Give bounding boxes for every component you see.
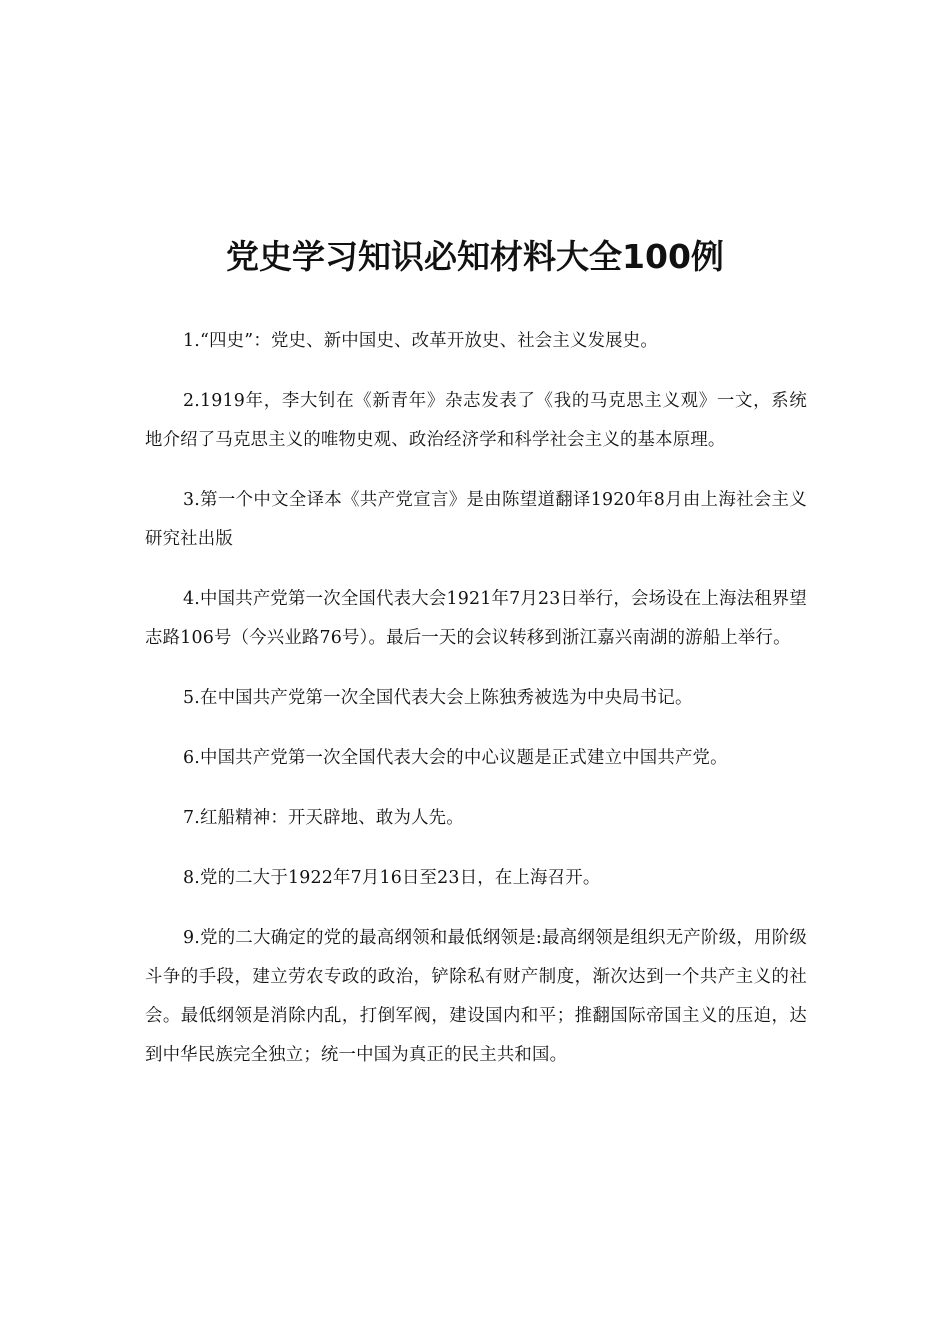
document-title: 党史学习知识必知材料大全100例 <box>226 237 724 276</box>
list-item: 9.党的二大确定的党的最高纲领和最低纲领是:最高纲领是组织无产阶级，用阶级斗争的手段，建立劳农专政的政治，铲除私有财产制度，渐次达到一个共产主义的社会。最低纲领是消除内乱，打倒军阀，建设国内和平；推翻国际帝国主义的压迫，达到中华民族完全独立；统一中国为真正的民主共和国。 <box>145 928 807 1065</box>
list-item: 6.中国共产党第一次全国代表大会的中心议题是正式建立中国共产党。 <box>183 748 728 768</box>
list-item: 2.1919年，李大钊在《新青年》杂志发表了《我的马克思主义观》一文，系统地介绍了马克思主义的唯物史观、政治经济学和科学社会主义的基本原理。 <box>145 391 807 450</box>
list-item: 4.中国共产党第一次全国代表大会1921年7月23日举行，会场设在上海法租界望志路106号（今兴业路76号）。最后一天的会议转移到浙江嘉兴南湖的游船上举行。 <box>145 589 807 648</box>
list-item: 7.红船精神：开天辟地、敢为人先。 <box>183 808 464 828</box>
document-body <box>145 322 807 1096</box>
list-item: 1.“四史”：党史、新中国史、改革开放史、社会主义发展史。 <box>183 331 658 351</box>
list-item: 8.党的二大于1922年7月16日至23日，在上海召开。 <box>183 868 601 888</box>
list-item: 3.第一个中文全译本《共产党宣言》是由陈望道翻译1920年8月由上海社会主义研究社出版 <box>145 490 807 549</box>
list-item: 5.在中国共产党第一次全国代表大会上陈独秀被选为中央局书记。 <box>183 688 693 708</box>
